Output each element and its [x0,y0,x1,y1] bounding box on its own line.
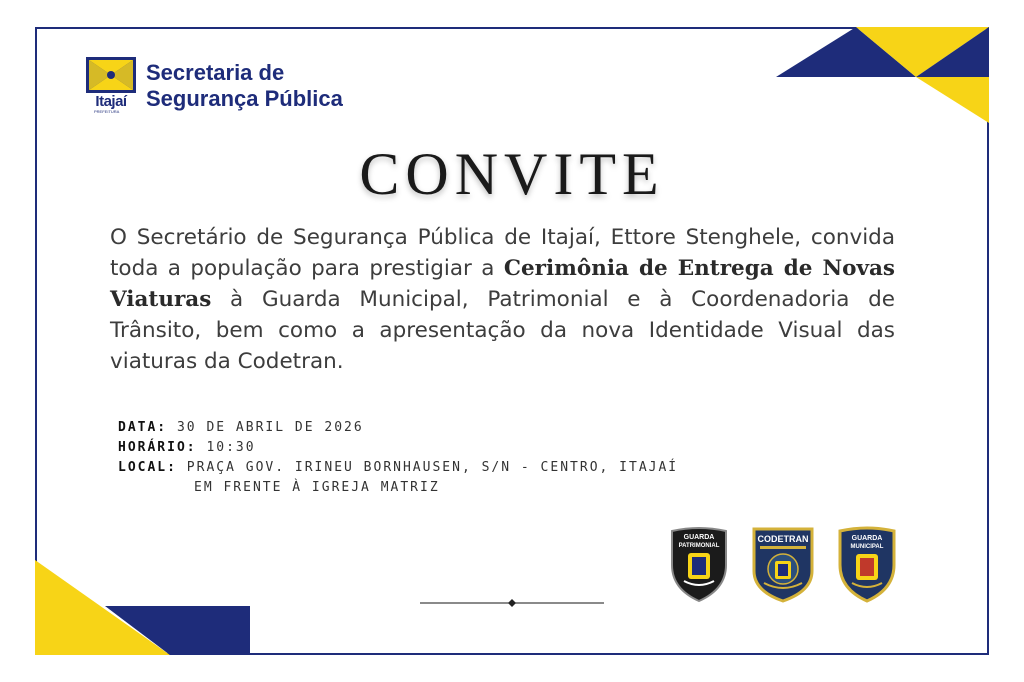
guarda-municipal-badge-icon [834,525,900,603]
body-text-highlight: Cerimônia de Entrega de Novas Viaturas [110,256,895,312]
date-label: DATA: [118,420,168,435]
date-value: 30 DE ABRIL DE 2026 [167,420,364,435]
corner-decoration-bottom-left [35,560,250,655]
body-text-intro: O Secretário de Segurança Pública de Itajaí, Ettore Stenghele, convida toda a população para prestigiar a [110,225,895,281]
event-details [118,418,678,498]
logo-city-name: Itajaí [95,93,127,110]
guarda-patrimonial-badge-icon [666,525,732,603]
codetran-badge-icon [750,525,816,603]
page-title: CONVITE [359,141,665,207]
time-value: 10:30 [196,440,256,455]
badge3-line2: MUNICIPAL [850,544,884,550]
body-text-rest: à Guarda Municipal, Patrimonial e à Coordenadoria de Trânsito, bem como a apresentação da nova Identidade Visual das viaturas da Codetran. [110,287,895,374]
place-value: PRAÇA GOV. IRINEU BORNHAUSEN, S/N - CENTRO, ITAJAÍ [176,460,679,475]
secretaria-logo [86,57,343,115]
secretaria-name-line1: Secretaria de [146,60,285,85]
decorative-divider [420,598,604,608]
detail-place-line2: EM FRENTE À IGREJA MATRIZ [194,480,440,495]
agency-badges [666,525,900,603]
badge1-line2: PATRIMONIAL [678,543,720,549]
invitation-body [110,222,895,377]
badge1-line1: GUARDA [683,534,715,541]
corner-decoration-top-right [776,27,989,123]
detail-place [118,458,678,478]
detail-time [118,438,678,458]
itajai-logo-mark [86,57,136,115]
detail-date [118,418,678,438]
time-label: HORÁRIO: [118,440,197,455]
secretaria-name-line2: Segurança Pública [146,86,343,111]
secretaria-name [146,60,343,112]
badge2-line1: CODETRAN [757,534,809,544]
logo-subcaption: PREFEITURA [94,109,120,114]
badge3-line1: GUARDA [851,535,883,542]
place-label: LOCAL: [118,460,177,475]
itajai-emblem-icon [86,57,136,93]
